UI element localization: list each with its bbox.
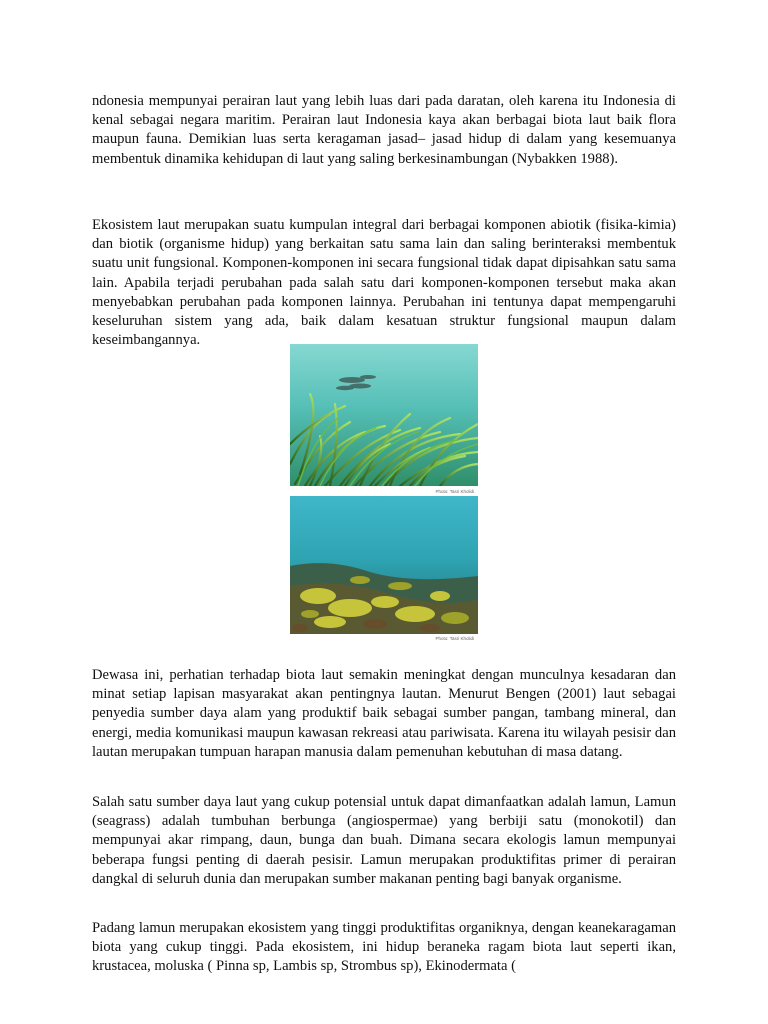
seagrass-photo — [290, 344, 478, 496]
svg-text:Photo: Tasri Kholidi: Photo: Tasri Kholidi — [435, 636, 474, 641]
paragraph-intro: ndonesia mempunyai perairan laut yang lebih luas dari pada daratan, oleh karena itu Indonesia di kenal sebagai negara maritim. Perairan laut Indonesia kaya akan berbagai biota laut baik flora maupun fauna. Demikian luas serta keragaman jasad– jasad hidup di dalam yang kesemuanya membentuk dinamika kehidupan di laut yang saling berkesinambungan (Nybakken 1988). — [92, 93, 676, 167]
coral-reef-photo — [290, 496, 478, 642]
paragraph-padang-lamun: Padang lamun merupakan ekosistem yang tinggi produktifitas organiknya, dengan keanekaragaman biota yang cukup tinggi. Pada ekosistem, ini hidup beraneka ragam biota laut seperti ikan, krustacea, moluska ( Pinna sp, Lambis sp, Strombus sp), Ekinodermata ( — [92, 920, 676, 975]
coral-reef-illustration — [290, 496, 478, 642]
paragraph-ecosystem: Ekosistem laut merupakan suatu kumpulan integral dari berbagai komponen abiotik (fisika-kimia) dan biotik (organisme hidup) yang berkaitan satu sama lain dan saling berinteraksi membentuk suatu unit fungsional. Komponen-komponen ini secara fungsional tidak dapat dipisahkan satu sama lain. Apabila terjadi perubahan pada salah satu dari komponen-komponen tersebut maka akan menyebabkan perubahan pada komponen lainnya. Perubahan ini tentunya dapat mempengaruhi keseluruhan sistem yang ada, baik dalam kesatuan struktur fungsional maupun dalam keseimbangannya. — [92, 217, 676, 349]
svg-text:Photo: Tasri Kholidi: Photo: Tasri Kholidi — [435, 489, 474, 494]
paragraph-attention: Dewasa ini, perhatian terhadap biota laut semakin meningkat dengan munculnya kesadaran dan minat setiap lapisan masyarakat akan pentingnya lautan. Menurut Bengen (2001) laut sebagai penyedia sumber daya alam yang produktif baik sebagai sumber pangan, tambang mineral, dan energi, media komunikasi maupun kawasan rekreasi atau pariwisata. Karena itu wilayah pesisir dan lautan merupakan tumpuan harapan manusia dalam pemenuhan kebutuhan di masa datang. — [92, 667, 676, 760]
paragraph-lamun: Salah satu sumber daya laut yang cukup potensial untuk dapat dimanfaatkan adalah lamun, Lamun (seagrass) adalah tumbuhan berbunga (angiospermae) yang berbiji satu (monokotil) dan mempunyai akar rimpang, daun, bunga dan buah. Dimana secara ekologis lamun mempunyai beberapa fungsi penting di daerah pesisir. Lamun merupakan produktifitas primer di perairan dangkal di seluruh dunia dan merupakan sumber makanan penting bagi banyak organisme. — [92, 794, 676, 887]
seagrass-illustration — [290, 344, 478, 496]
